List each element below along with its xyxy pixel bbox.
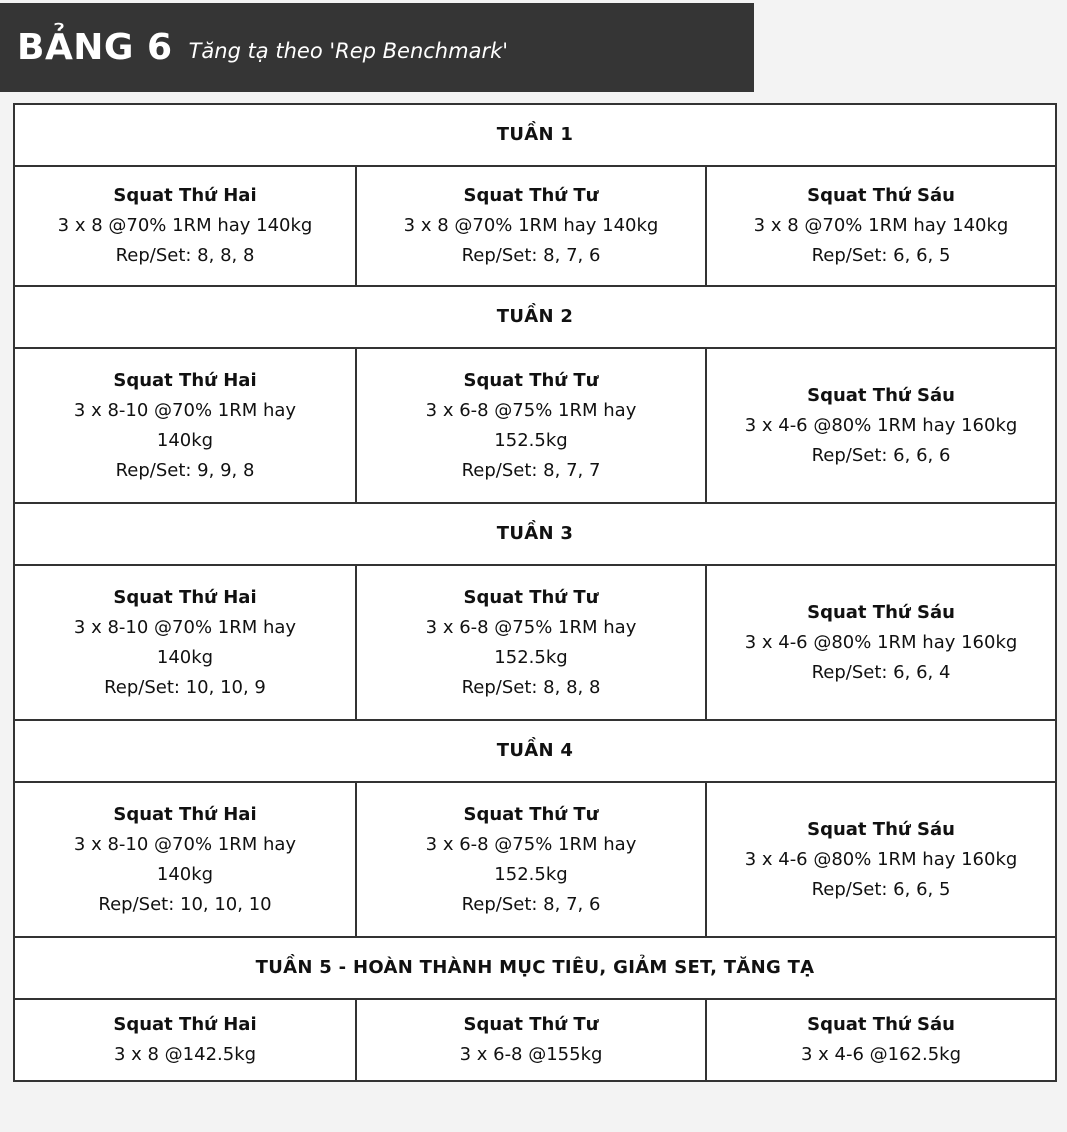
day-cell-friday	[706, 348, 1056, 503]
reps-line: Rep/Set: 8, 8, 8	[115, 245, 255, 266]
reps-line: Rep/Set: 10, 10, 10	[98, 893, 272, 915]
weight-line: 152.5kg	[494, 863, 568, 885]
exercise-name: Squat Thứ Sáu	[807, 1014, 955, 1035]
prescription-line: 3 x 6-8 @155kg	[459, 1044, 603, 1065]
weight-line: 140kg	[156, 646, 214, 668]
day-cell-friday	[706, 782, 1056, 937]
table-title: Tăng tạ theo 'Rep Benchmark'	[188, 38, 509, 63]
reps-line: Rep/Set: 8, 7, 6	[461, 245, 601, 266]
week-header-row	[14, 104, 1056, 166]
weight-line: 140kg	[156, 863, 214, 885]
day-cell-monday	[14, 166, 356, 286]
week-days-row	[14, 565, 1056, 720]
table-caption-banner	[0, 3, 754, 92]
exercise-name: Squat Thứ Hai	[113, 1014, 257, 1035]
day-cell-friday	[706, 166, 1056, 286]
exercise-name: Squat Thứ Sáu	[807, 384, 955, 406]
week-title: TUẦN 1	[14, 104, 1056, 166]
week-header-row	[14, 503, 1056, 565]
day-cell-wednesday	[356, 782, 706, 937]
week-title: TUẦN 5 - HOÀN THÀNH MỤC TIÊU, GIẢM SET, TĂNG TẠ	[14, 937, 1056, 999]
prescription-line: 3 x 4-6 @80% 1RM hay 160kg	[744, 848, 1018, 870]
reps-line: Rep/Set: 6, 6, 4	[811, 661, 951, 683]
exercise-name: Squat Thứ Tư	[463, 1014, 599, 1035]
exercise-name: Squat Thứ Tư	[463, 803, 599, 825]
squat-progression-table	[13, 103, 1057, 1082]
week-days-row	[14, 348, 1056, 503]
exercise-name: Squat Thứ Hai	[113, 369, 257, 391]
reps-line: Rep/Set: 8, 8, 8	[461, 676, 601, 698]
prescription-line: 3 x 4-6 @162.5kg	[800, 1044, 962, 1065]
reps-line: Rep/Set: 9, 9, 8	[115, 459, 255, 481]
week-header-row	[14, 720, 1056, 782]
day-cell-monday	[14, 782, 356, 937]
week-days-row	[14, 999, 1056, 1081]
day-cell-friday	[706, 999, 1056, 1081]
prescription-line: 3 x 8 @142.5kg	[113, 1044, 257, 1065]
exercise-name: Squat Thứ Tư	[463, 185, 599, 206]
exercise-name: Squat Thứ Sáu	[807, 185, 955, 206]
weight-line: 140kg	[156, 429, 214, 451]
week-header-row	[14, 937, 1056, 999]
prescription-line: 3 x 4-6 @80% 1RM hay 160kg	[744, 631, 1018, 653]
day-cell-monday	[14, 348, 356, 503]
table-number: BẢNG 6	[17, 27, 173, 68]
week-header-row	[14, 286, 1056, 348]
week-title: TUẦN 4	[14, 720, 1056, 782]
reps-line: Rep/Set: 10, 10, 9	[104, 676, 266, 698]
week-title: TUẦN 3	[14, 503, 1056, 565]
reps-line: Rep/Set: 6, 6, 5	[811, 245, 951, 266]
prescription-line: 3 x 6-8 @75% 1RM hay	[425, 399, 637, 421]
prescription-line: 3 x 8-10 @70% 1RM hay	[73, 833, 297, 855]
day-cell-friday	[706, 565, 1056, 720]
day-cell-wednesday	[356, 999, 706, 1081]
prescription-line: 3 x 8 @70% 1RM hay 140kg	[57, 215, 313, 236]
week-title: TUẦN 2	[14, 286, 1056, 348]
exercise-name: Squat Thứ Hai	[113, 803, 257, 825]
reps-line: Rep/Set: 8, 7, 6	[461, 893, 601, 915]
day-cell-monday	[14, 999, 356, 1081]
weight-line: 152.5kg	[494, 429, 568, 451]
week-days-row	[14, 166, 1056, 286]
prescription-line: 3 x 6-8 @75% 1RM hay	[425, 616, 637, 638]
exercise-name: Squat Thứ Sáu	[807, 601, 955, 623]
prescription-line: 3 x 8-10 @70% 1RM hay	[73, 399, 297, 421]
prescription-line: 3 x 8 @70% 1RM hay 140kg	[753, 215, 1009, 236]
exercise-name: Squat Thứ Sáu	[807, 818, 955, 840]
exercise-name: Squat Thứ Hai	[113, 185, 257, 206]
week-days-row	[14, 782, 1056, 937]
day-cell-wednesday	[356, 348, 706, 503]
exercise-name: Squat Thứ Tư	[463, 586, 599, 608]
prescription-line: 3 x 8-10 @70% 1RM hay	[73, 616, 297, 638]
weight-line: 152.5kg	[494, 646, 568, 668]
prescription-line: 3 x 4-6 @80% 1RM hay 160kg	[744, 414, 1018, 436]
day-cell-wednesday	[356, 166, 706, 286]
exercise-name: Squat Thứ Hai	[113, 586, 257, 608]
day-cell-monday	[14, 565, 356, 720]
reps-line: Rep/Set: 8, 7, 7	[461, 459, 601, 481]
prescription-line: 3 x 8 @70% 1RM hay 140kg	[403, 215, 659, 236]
exercise-name: Squat Thứ Tư	[463, 369, 599, 391]
reps-line: Rep/Set: 6, 6, 5	[811, 878, 951, 900]
day-cell-wednesday	[356, 565, 706, 720]
reps-line: Rep/Set: 6, 6, 6	[811, 444, 951, 466]
prescription-line: 3 x 6-8 @75% 1RM hay	[425, 833, 637, 855]
